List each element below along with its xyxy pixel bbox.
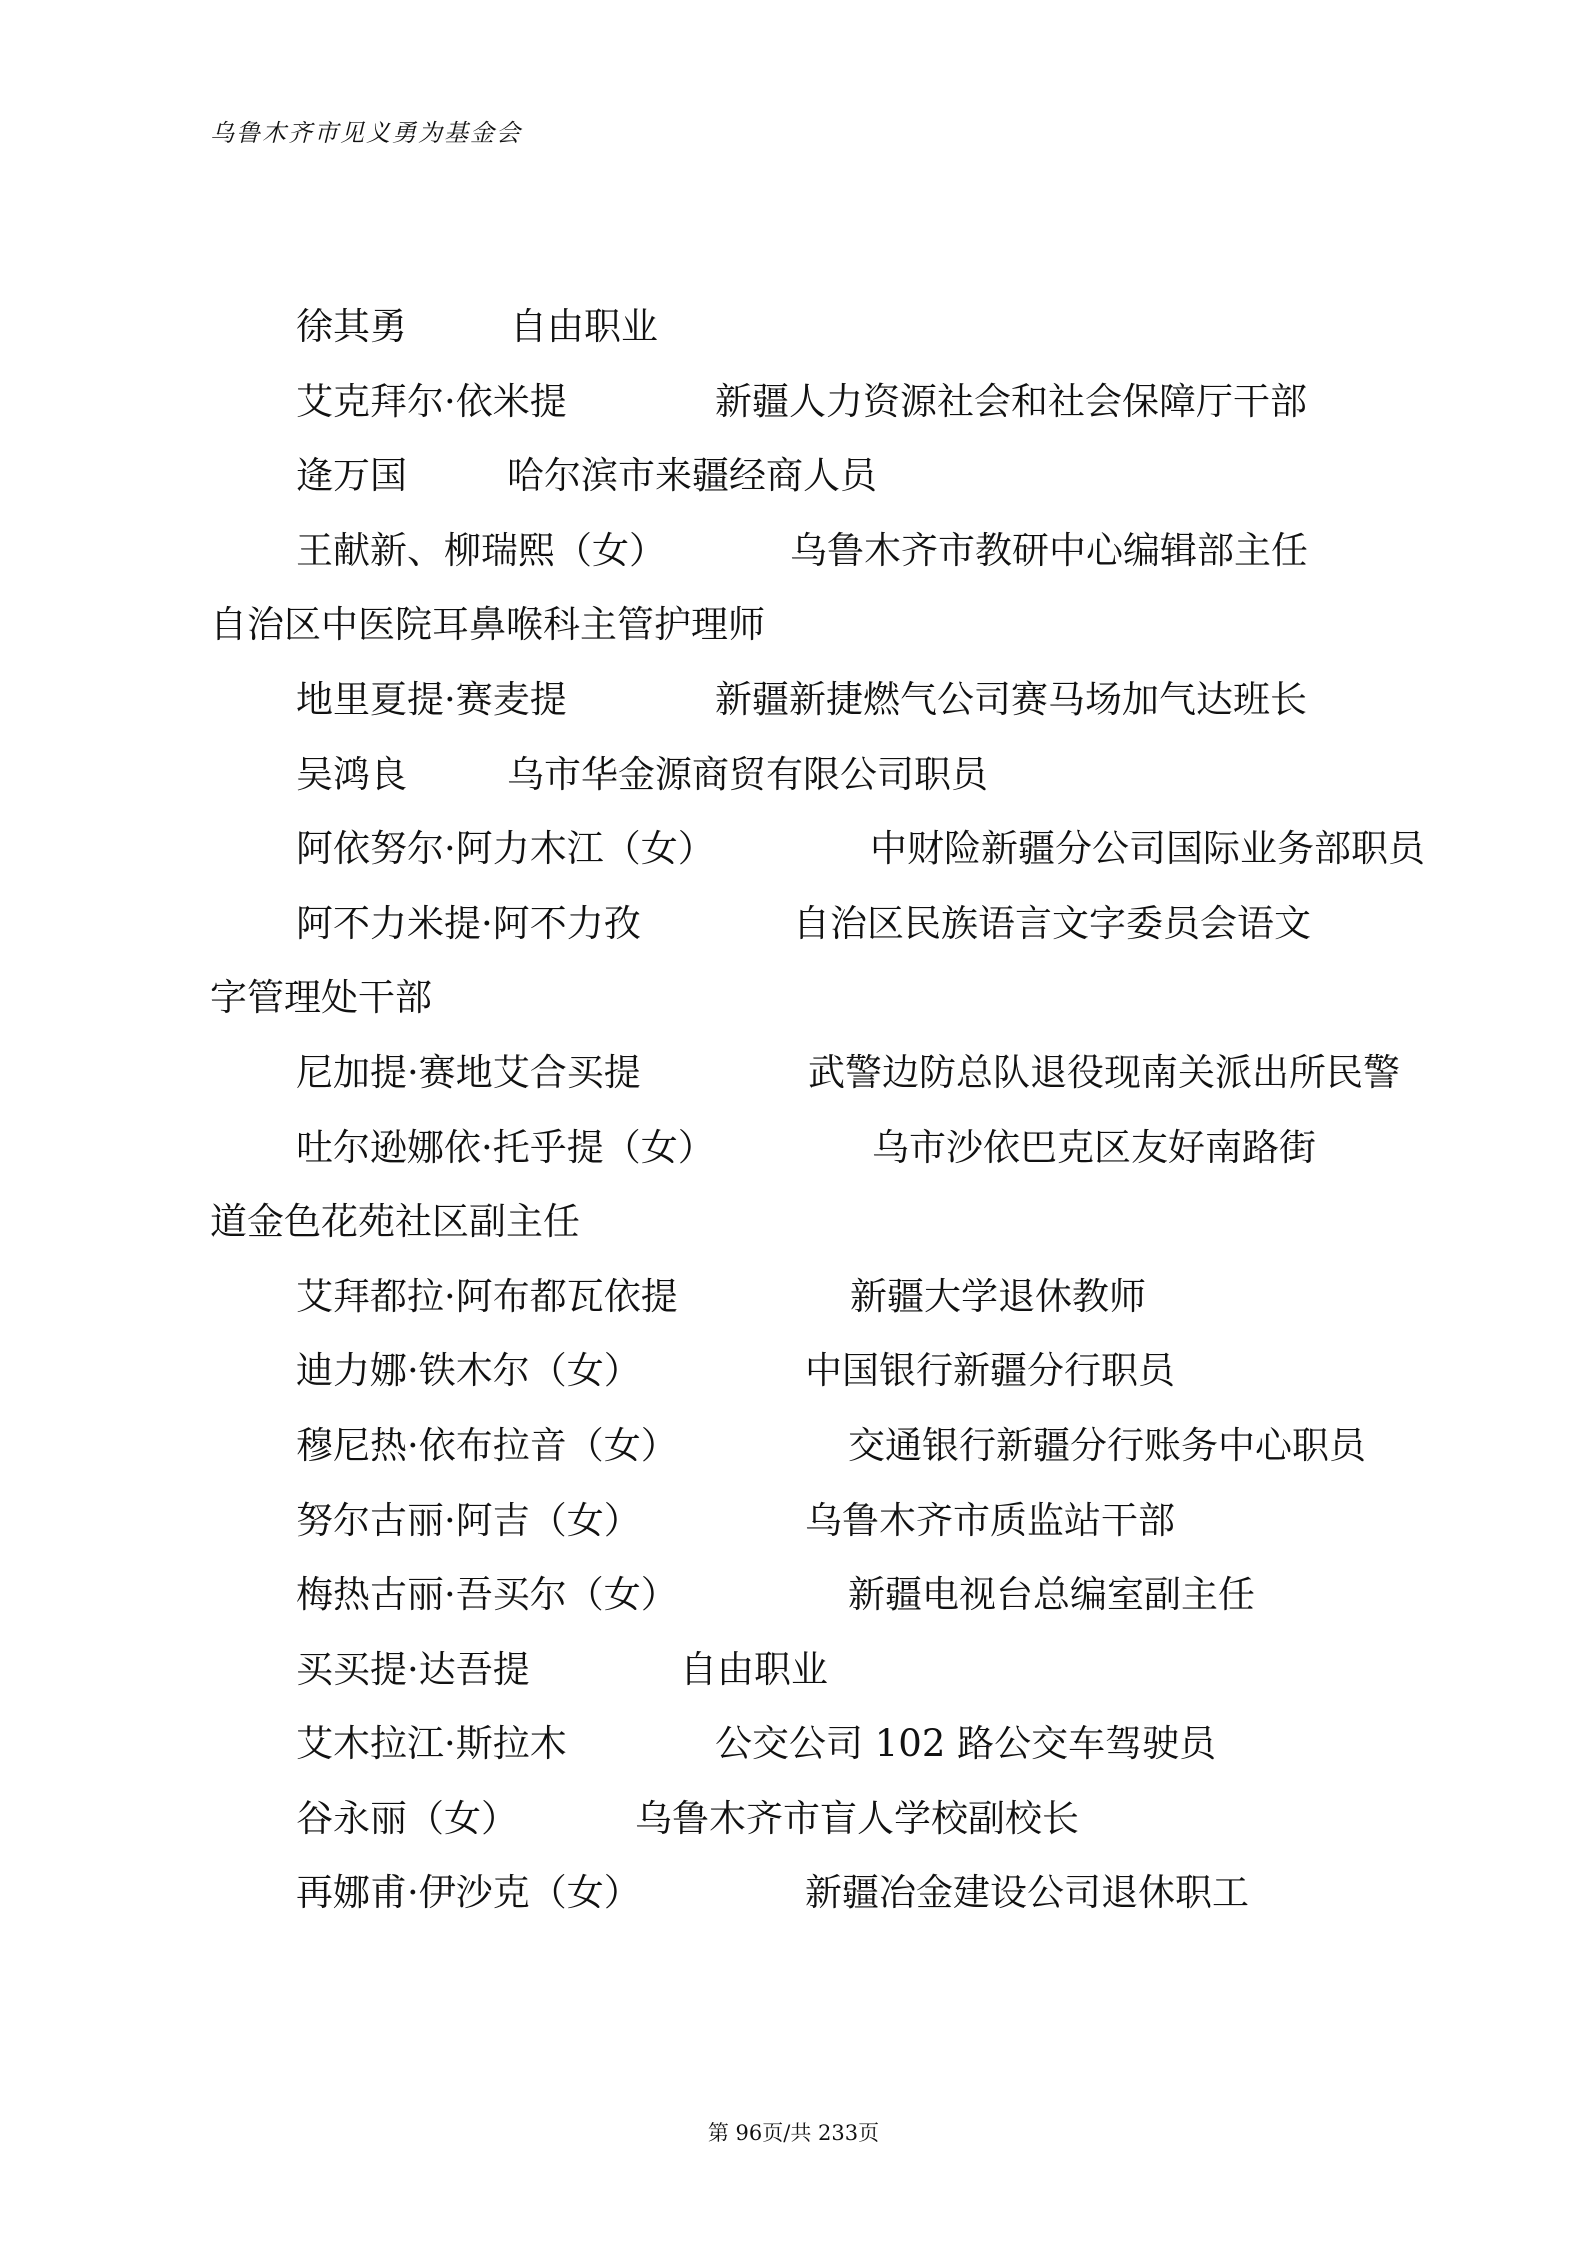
person-role: 中国银行新疆分行职员 — [805, 1349, 1175, 1393]
person-name: 谷永丽（女） — [296, 1796, 518, 1840]
list-item — [210, 812, 1425, 887]
person-name: 王献新、柳瑞熙（女） — [296, 528, 666, 572]
person-name: 吴鸿良 — [296, 752, 407, 796]
person-role: 新疆新捷燃气公司赛马场加气达班长 — [715, 677, 1307, 721]
list-item — [210, 1334, 1400, 1409]
list-item — [210, 663, 1400, 738]
person-role: 中财险新疆分公司国际业务部职员 — [870, 827, 1425, 871]
person-name: 艾拜都拉·阿布都瓦依提 — [296, 1274, 678, 1318]
person-role: 新疆电视台总编室副主任 — [848, 1573, 1255, 1617]
list-item — [210, 514, 1400, 589]
person-role: 乌市华金源商贸有限公司职员 — [507, 752, 988, 796]
list-item — [210, 1484, 1400, 1559]
person-name: 逄万国 — [296, 454, 407, 498]
person-name: 徐其勇 — [296, 305, 407, 348]
list-item — [210, 1782, 1400, 1857]
person-name: 吐尔逊娜依·托乎提（女） — [296, 1125, 715, 1169]
person-role: 武警边防总队退役现南关派出所民警 — [808, 1050, 1400, 1094]
person-name: 穆尼热·依布拉音（女） — [296, 1423, 678, 1467]
person-role: 新疆人力资源社会和社会保障厅干部 — [715, 379, 1307, 423]
person-name: 艾木拉江·斯拉木 — [296, 1722, 567, 1766]
list-item — [210, 290, 1400, 365]
person-name: 尼加提·赛地艾合买提 — [296, 1050, 641, 1094]
person-role: 公交公司 102 路公交车驾驶员 — [715, 1722, 1217, 1766]
person-name: 梅热古丽·吾买尔（女） — [296, 1573, 678, 1617]
page-header: 乌鲁木齐市见义勇为基金会 — [210, 119, 522, 147]
list-item-continuation: 自治区中医院耳鼻喉科主管护理师 — [210, 603, 765, 647]
entry-list — [210, 290, 1425, 1931]
person-name: 迪力娜·铁木尔（女） — [296, 1349, 641, 1393]
person-name: 再娜甫·伊沙克（女） — [296, 1871, 641, 1915]
person-role: 交通银行新疆分行账务中心职员 — [848, 1423, 1366, 1467]
list-item — [210, 1633, 1400, 1708]
list-item — [210, 1856, 1400, 1931]
person-role: 新疆冶金建设公司退休职工 — [805, 1871, 1249, 1915]
list-item — [210, 1707, 1400, 1782]
person-name: 阿不力米提·阿不力孜 — [296, 901, 641, 945]
list-item — [210, 439, 1400, 514]
person-role: 乌鲁木齐市盲人学校副校长 — [635, 1796, 1079, 1840]
list-item-continuation: 道金色花苑社区副主任 — [210, 1200, 580, 1244]
person-name: 努尔古丽·阿吉（女） — [296, 1498, 641, 1542]
person-role: 哈尔滨市来疆经商人员 — [507, 454, 877, 498]
person-name: 买买提·达吾提 — [296, 1647, 530, 1691]
person-role: 自治区民族语言文字委员会语文 — [793, 901, 1311, 945]
person-role: 自由职业 — [680, 1647, 828, 1691]
list-item — [210, 1260, 1400, 1335]
person-role: 自由职业 — [510, 305, 658, 348]
list-item — [210, 1111, 1400, 1186]
page-number: 第 96页/共 233页 — [707, 2121, 880, 2145]
person-name: 地里夏提·赛麦提 — [296, 677, 567, 721]
list-item-continuation: 字管理处干部 — [210, 976, 432, 1020]
list-item — [210, 738, 1400, 813]
person-role: 乌鲁木齐市质监站干部 — [805, 1498, 1175, 1542]
list-item — [210, 1036, 1400, 1111]
list-item — [210, 1409, 1400, 1484]
list-item — [210, 887, 1400, 962]
person-name: 艾克拜尔·依米提 — [296, 379, 567, 423]
list-item — [210, 365, 1400, 440]
person-role: 乌鲁木齐市教研中心编辑部主任 — [790, 528, 1308, 572]
person-role: 乌市沙依巴克区友好南路街 — [872, 1125, 1316, 1169]
person-role: 新疆大学退休教师 — [850, 1274, 1146, 1318]
list-item — [210, 1558, 1400, 1633]
person-name: 阿依努尔·阿力木江（女） — [296, 827, 715, 871]
